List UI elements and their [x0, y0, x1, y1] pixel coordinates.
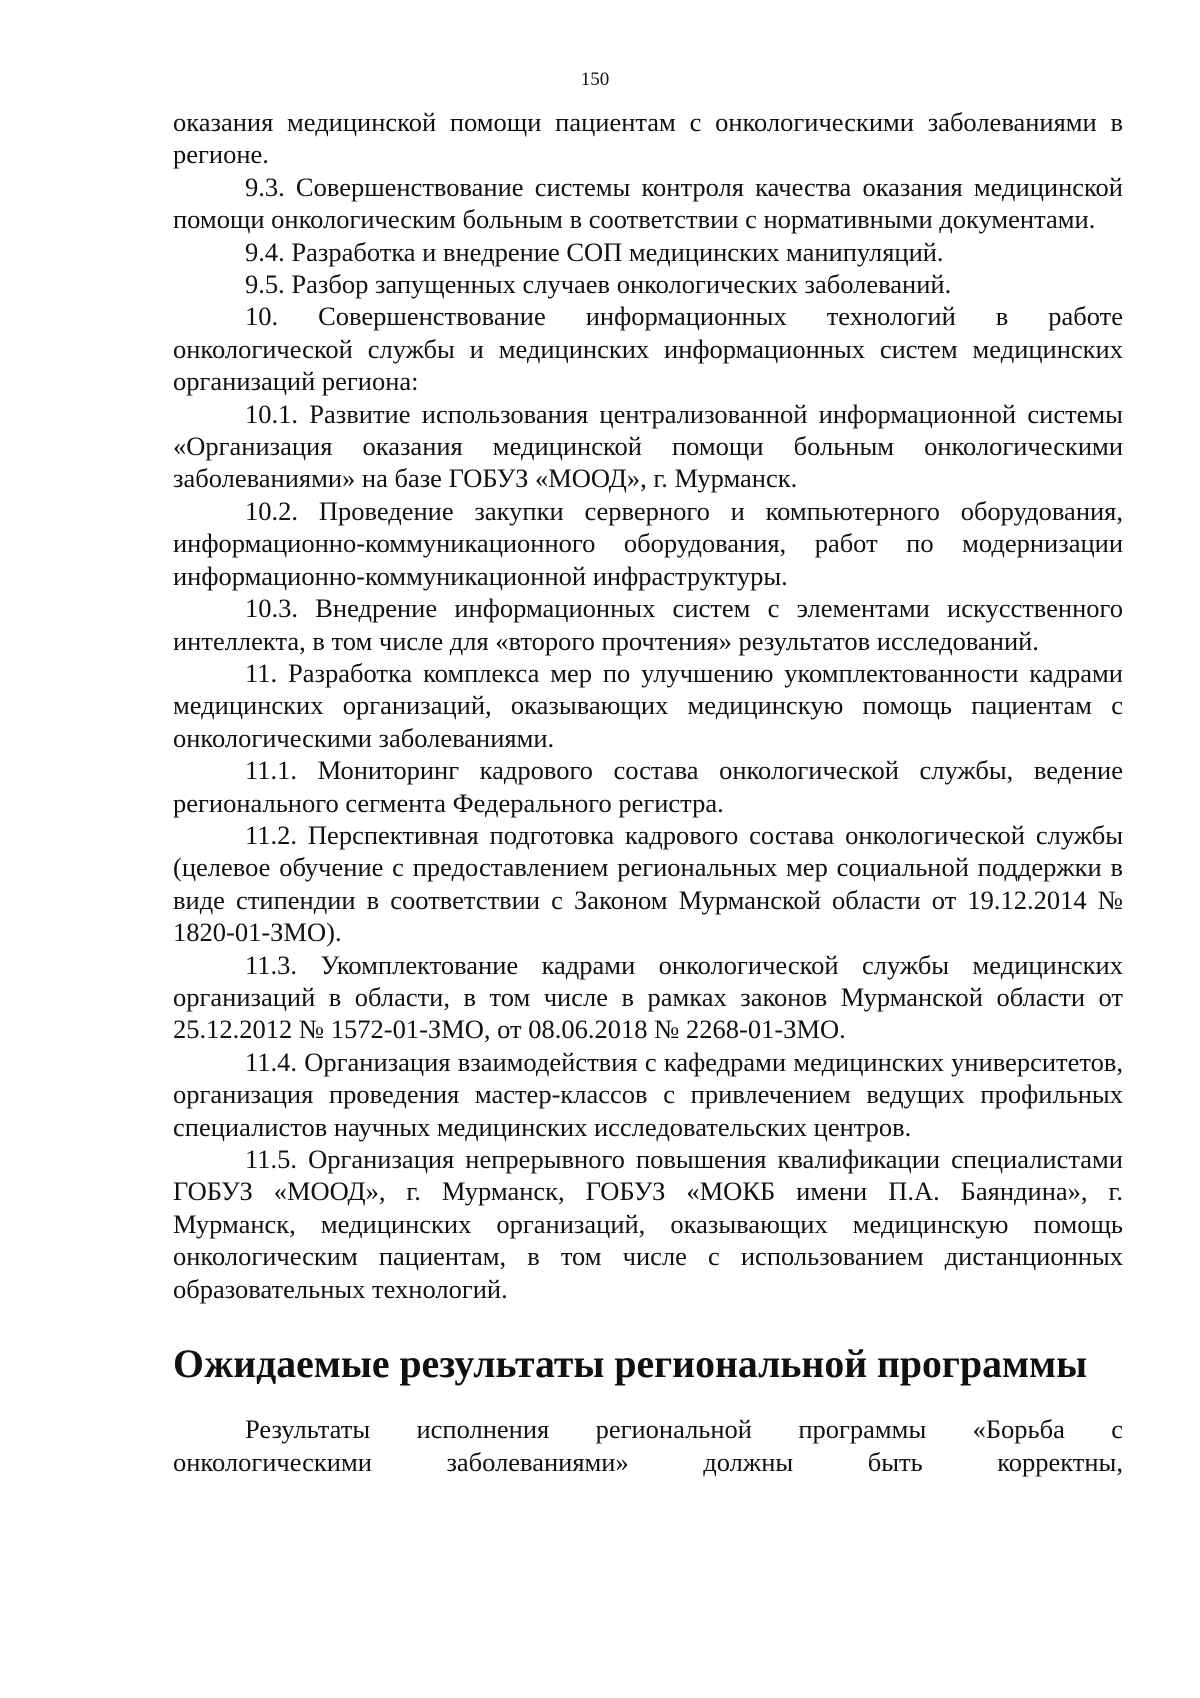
paragraph-10: 10. Совершенствование информационных технологий в работе онкологической службы и медицинских информационных систем медицинских организаций региона:	[173, 301, 1123, 397]
paragraph-continuation: оказания медицинской помощи пациентам с онкологическими заболеваниями в регионе.	[173, 107, 1123, 170]
paragraph-9-3: 9.3. Совершенствование системы контроля качества оказания медицинской помощи онкологическим больным в соответствии с нормативными документами.	[173, 171, 1123, 235]
paragraph-11-4: 11.4. Организация взаимодействия с кафедрами медицинских университетов, организация проведения мастер-классов с привлечением ведущих профильных специалистов научных медицинских исследовательских центров.	[173, 1046, 1123, 1142]
section-paragraph: Результаты исполнения региональной программы «Борьба с онкологическими заболеваниями» должны быть корректны,	[173, 1414, 1123, 1477]
paragraph-11-5: 11.5. Организация непрерывного повышения квалификации специалистами ГОБУЗ «МООД», г. Мурманск, ГОБУЗ «МОКБ имени П.А. Баяндина», г. Мурманск, медицинских организаций, оказывающих медицинскую помощь онкологическим пациентам, в том числе с использованием дистанционных образовательных технологий.	[173, 1144, 1123, 1304]
paragraph-11-1: 11.1. Мониторинг кадрового состава онкологической службы, ведение регионального сегмента Федерального регистра.	[173, 755, 1123, 818]
section-heading: Ожидаемые результаты региональной программы	[173, 1342, 1088, 1387]
paragraph-11: 11. Разработка комплекса мер по улучшению укомплектованности кадрами медицинских организаций, оказывающих медицинскую помощь пациентам с онкологическими заболеваниями.	[173, 657, 1123, 753]
paragraph-11-3: 11.3. Укомплектование кадрами онкологической службы медицинских организаций в области, в том числе в рамках законов Мурманской области от 25.12.2012 № 1572-01-ЗМО, от 08.06.2018 № 2268-01-ЗМО.	[173, 949, 1123, 1045]
paragraph-10-3: 10.3. Внедрение информационных систем с элементами искусственного интеллекта, в том числе для «второго прочтения» результатов исследований.	[173, 593, 1123, 656]
paragraph-11-2: 11.2. Перспективная подготовка кадрового состава онкологической службы (целевое обучение с предоставлением региональных мер социальной поддержки в виде стипендии в соответствии с Законом Мурманской области от 19.12.2014 № 1820-01-ЗМО).	[173, 819, 1123, 948]
paragraph-9-5: 9.5. Разбор запущенных случаев онкологических заболеваний.	[245, 269, 952, 300]
paragraph-9-4: 9.4. Разработка и внедрение СОП медицинских манипуляций.	[245, 236, 944, 267]
paragraph-10-1: 10.1. Развитие использования централизованной информационной системы «Организация оказания медицинской помощи больным онкологическими заболеваниями» на базе ГОБУЗ «МООД», г. Мурманск.	[173, 398, 1123, 494]
paragraph-10-2: 10.2. Проведение закупки серверного и компьютерного оборудования, информационно-коммуникационного оборудования, работ по модернизации информационно-коммуникационной инфраструктуры.	[173, 495, 1123, 591]
page-number: 150	[580, 69, 610, 90]
body-text	[173, 106, 1123, 1478]
